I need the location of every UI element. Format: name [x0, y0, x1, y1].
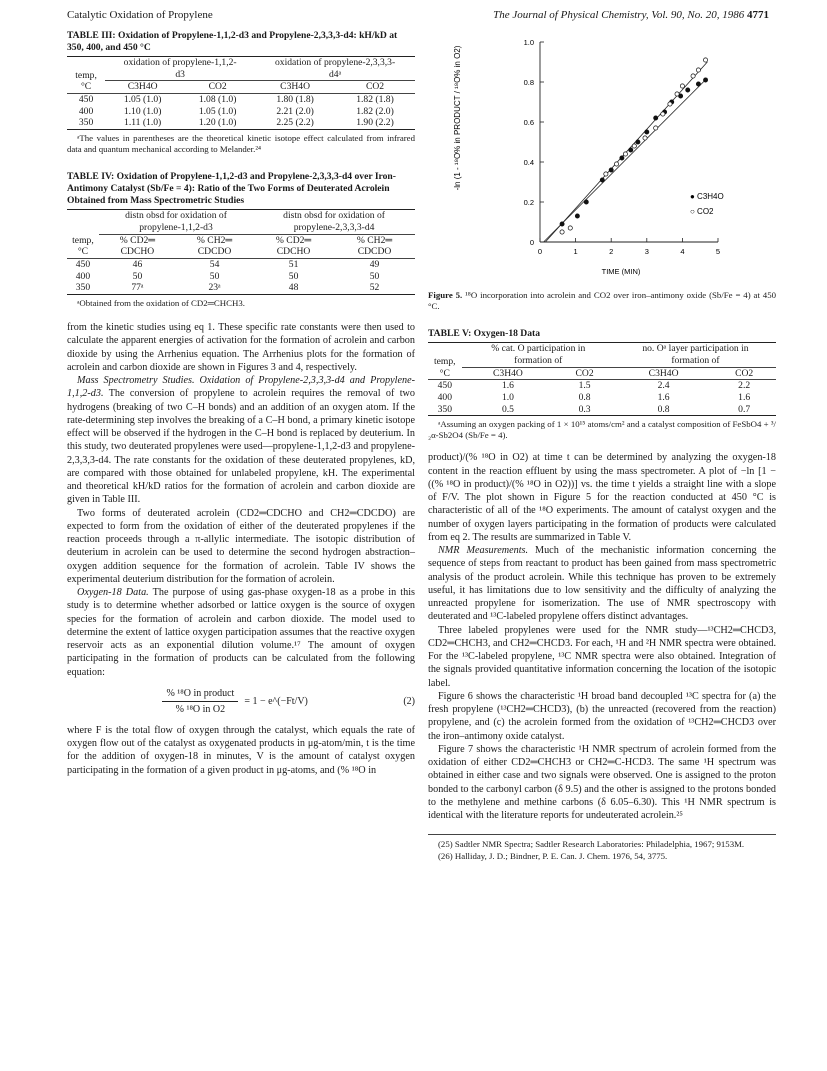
table-cell: 49: [369, 258, 380, 270]
table-cell: 2.25 (2.2): [255, 117, 335, 129]
table-v-group-2: no. Oᵃ layer participation in formation of: [615, 343, 776, 367]
table-iv-group-2: distn obsd for oxidation of propylene-2,3,3,3-d4: [253, 210, 415, 234]
table-cell: 450: [75, 258, 91, 270]
y-tick-label: 1.0: [523, 38, 534, 47]
table-row: [67, 117, 415, 129]
table-iv-grid: [67, 209, 415, 295]
table-cell: 450: [78, 94, 94, 106]
table-v-col-temp: temp, °C: [428, 343, 462, 380]
table-iii-title: TABLE III: Oxidation of Propylene-1,1,2-d3 and Propylene-2,3,3,3-d4: kH/kD at 350, 400, and 450 °C: [67, 30, 398, 53]
section-heading: Mass Spectrometry Studies. Oxidation of Propylene-2,3,3,3-d4 and Propylene-1,1,2-d3.: [67, 375, 415, 400]
data-point-co2: [696, 68, 700, 72]
table-iii-col: CO2: [335, 81, 415, 94]
table-cell: 2.21 (2.0): [276, 105, 314, 117]
table-cell: 450: [437, 380, 452, 392]
running-head-journal: [412, 8, 769, 22]
data-point-co2: [632, 144, 636, 148]
paragraph: [428, 544, 776, 624]
data-point-co2: [623, 152, 627, 156]
equation-rhs: = 1 − e^(−Ft/V): [244, 695, 308, 707]
fit-line: [544, 78, 708, 242]
data-point-c3h4o: [600, 178, 604, 182]
data-point-co2: [661, 112, 665, 116]
x-tick-label: 5: [715, 247, 721, 256]
x-tick-label: 4: [680, 247, 685, 256]
running-head-title: Catalytic Oxidation of Propylene: [67, 9, 213, 21]
table-iii-col: C3H4O: [255, 81, 335, 94]
y-tick-label: 0.4: [523, 158, 534, 167]
table-v-col: C3H4O: [462, 367, 555, 380]
table-iv-footnote: ᵃObtained from the oxidation of CD2═CHCH3.: [77, 298, 245, 309]
table-iv-col: % CD2═ CDCHO: [99, 234, 176, 258]
table-row: [428, 392, 776, 404]
table-cell: 0.5: [462, 404, 555, 416]
table-v: [428, 328, 776, 441]
table-v-grid: [428, 342, 776, 416]
table-row: [67, 106, 415, 118]
data-point-co2: [668, 102, 672, 106]
data-point-c3h4o: [654, 116, 658, 120]
right-column: [428, 26, 776, 863]
legend-c3h4o: ● C3H4O: [690, 192, 724, 201]
x-tick-label: 3: [644, 247, 649, 256]
paragraph: Two forms of deuterated acrolein (CD2═CDCHO and CH2═CDCDO) are expected to form from the oxidation of either of the deuterated propylenes if the reaction proceeds through a π-allylic intermediate. The isotopic distribution of deuterium in acrolein can be used to determine the second hydrogen abstraction–oxygen addition sequence for the formation of acrolein. Table IV shows the experimental deuterium distribution for the formation of acrolein.: [67, 507, 415, 585]
data-point-c3h4o: [620, 156, 624, 160]
paragraph: [67, 374, 415, 507]
figure-5: [428, 26, 776, 312]
table-cell: 50: [288, 270, 299, 282]
left-body-text: [67, 321, 415, 777]
data-point-c3h4o: [696, 82, 700, 86]
data-point-co2: [654, 126, 658, 130]
table-iv-title: TABLE IV: Oxidation of Propylene-1,1,2-d3 and Propylene-2,3,3,3-d4 over Iron-Antimony Catalyst (Sb/Fe = 4): Ratio of the Two Forms of Deuterated Acrolein Obtained from Mass Spectrometric Studies: [67, 171, 396, 207]
references: [428, 834, 776, 862]
caption-label: Figure 5.: [428, 290, 463, 301]
data-point-c3h4o: [560, 222, 564, 226]
chart-points: [560, 58, 708, 234]
table-iii-col-temp: temp, °C: [67, 56, 105, 93]
y-tick-label: 0.6: [523, 118, 534, 127]
x-tick-label: 1: [573, 247, 578, 256]
table-cell: 1.82 (2.0): [356, 105, 394, 117]
x-tick-label: 2: [609, 247, 614, 256]
equation-fraction: [162, 687, 238, 716]
data-point-c3h4o: [629, 148, 633, 152]
equation-2: [67, 687, 415, 716]
y-axis-label-part: -ln (1 - ¹⁸O% in PRODUCT / ¹⁸O% in O2): [453, 45, 462, 191]
table-row: [428, 380, 776, 392]
y-tick-label: 0.8: [523, 78, 534, 87]
legend-co2: ○ CO2: [690, 207, 714, 216]
table-cell: 0.3: [554, 404, 615, 416]
data-point-co2: [643, 136, 647, 140]
table-cell: 1.6: [501, 380, 514, 392]
data-point-c3h4o: [686, 88, 690, 92]
table-iv-col: % CH2═ CDCDO: [176, 234, 253, 258]
table-iv-col-temp: temp, °C: [67, 210, 99, 259]
table-cell: 48: [253, 282, 334, 294]
paragraph: Three labeled propylenes were used for the NMR study—¹³CH2═CHCD3, CD2═CHCH3, and CH2═CHCD3. For each, ¹H and ²H NMR spectra were obtained. For the ¹³C-labeled propylene, ¹³C NMR spectra were also obtained. Integration of the signals provided quantitative information concerning the location of the isotopic label.: [428, 624, 776, 689]
table-iii: [67, 30, 415, 155]
table-cell: 0.8: [615, 404, 712, 416]
data-point-c3h4o: [645, 130, 649, 134]
data-point-co2: [604, 172, 608, 176]
y-axis-label: [453, 45, 462, 190]
table-cell: 1.08 (1.0): [198, 94, 237, 106]
table-cell: 50: [369, 270, 380, 282]
table-cell: 1.20 (1.0): [180, 117, 255, 129]
paragraph-text: Much of the mechanistic information concerning the sequence of steps from reactant to product has been gained from mass spectrometric analysis of the product acrolein. While this technique has proven to be extremely useful, it has limitations due to low sensitivity and the difficulty of analyzing the unreacted propylene for isomerization. The use of NMR spectroscopy with deuterated and ¹³C-labeled propylene offers distinct advantages.: [428, 545, 776, 623]
paragraph: [67, 586, 415, 679]
table-row: [428, 404, 776, 416]
equation-number: (2): [403, 695, 416, 707]
table-cell: 50: [132, 270, 143, 282]
paragraph-text: The conversion of propylene to acrolein requires the removal of two hydrogens (breaking of two C–H bonds) and an addition of an oxygen atom. If the rate-determining step involves the breaking of a C–H bond, a primary kinetic isotope effect will be observed if the hydrogen in the C–H bond is replaced by deuterium. In this study, two deuterated propylenes were used—propylene-1,1,2-d3 and propylene-2,3,3,3-d4. The rate constants for the oxidation of these deuterated propylenes, kD, are compared with those obtained for unlabeled propylene, kH. The experimental and theoretical kH/kD ratios for the formation of acrolein and carbon dioxide are given in Table III.: [67, 388, 415, 506]
paragraph: where F is the total flow of oxygen through the catalyst, which equals the rate of oxygen flow out of the catalyst as oxygenated products in μg-atom/min, t is the time for the addition of oxygen-18 in minutes, V is the amount of catalyst oxygen participating in the formation of a given product in μg-atoms, and (% ¹⁸O in: [67, 724, 415, 776]
table-v-footnote: ᵃAssuming an oxygen packing of 1 × 10¹⁵ atoms/cm² and a catalyst composition of FeSbO4 + ³/₂α-Sb2O4 (Sb/Fe = 4).: [428, 419, 776, 441]
data-point-co2: [614, 162, 618, 166]
table-v-title: TABLE V: Oxygen-18 Data: [428, 328, 541, 340]
paragraph: product)/(% ¹⁸O in O2) at time t can be determined by analyzing the oxygen-18 content in the reaction effluent by using the mass spectrometer. A plot of −ln [1 − ((% ¹⁸O in product)/(% ¹⁸O in O2))] vs. the time t yields a straight line with a slope of F/V. The plot shown in Figure 5 for the reaction conducted at 450 °C is characteristic of all of the ¹⁸O experiments. The amount of catalyst oxygen and the number of oxygen layers participating in the formation of products were calculated from eq 2. The results are summarized in Table V.: [428, 452, 776, 543]
table-v-col: C3H4O: [615, 367, 712, 380]
table-cell: 46: [132, 258, 143, 270]
data-point-co2: [680, 84, 684, 88]
paragraph: Figure 7 shows the characteristic ¹H NMR spectrum of acrolein formed from the oxidation of either CD2═CHCH3 or CH2═C-HCD3. The same ¹H spectrum was obtained in either case and two signals were observed. One is assigned to the proton bonded to the carbonyl carbon (δ 9.5) and the other is assigned to the protons bonded to the methylene and methine carbons (δ 6.05–6.30). This ¹H NMR spectrum is identical with the literature reports for undeuterated acrolein.²⁵: [428, 743, 776, 822]
table-v-col: CO2: [554, 367, 615, 380]
table-row: [67, 258, 415, 270]
table-cell: 23ᵃ: [176, 282, 253, 294]
paragraph: from the kinetic studies using eq 1. These specific rate constants were then used to calculate the apparent energies of activation for the formation of acrolein and carbon dioxide by using the Arrhenius equation. The Arrhenius plots for the formation of acrolein and carbon dioxide are shown in Figures 3 and 4, respectively.: [67, 322, 415, 373]
reference-item: (26) Halliday, J. D.; Bindner, P. E. Can. J. Chem. 1976, 54, 3775.: [438, 851, 668, 862]
table-iii-col: CO2: [180, 81, 255, 94]
table-cell: 350: [428, 404, 462, 416]
section-heading: Oxygen-18 Data.: [77, 587, 149, 599]
data-point-co2: [691, 74, 695, 78]
table-cell: 1.05 (1.0): [198, 105, 237, 117]
table-cell: 52: [334, 282, 415, 294]
table-iii-group-2: oxidation of propylene-2,3,3,3-d4ᵃ: [255, 56, 415, 80]
table-cell: 77ᵃ: [99, 282, 176, 294]
table-v-group-1: % cat. O participation in formation of: [462, 343, 615, 367]
table-iii-grid: [67, 56, 415, 130]
right-body-text: [428, 451, 776, 822]
table-cell: 400: [437, 392, 452, 404]
table-cell: 1.82 (1.8): [356, 94, 394, 106]
page-number: 4771: [747, 9, 769, 21]
table-iv: [67, 171, 415, 309]
y-tick-label: 0: [529, 238, 534, 247]
table-iii-footnote: ᵃThe values in parentheses are the theoretical kinetic isotope effect calculated from infrared data and quantum mechanical according to Melander.²⁴: [67, 133, 415, 155]
paragraph: Figure 6 shows the characteristic ¹H broad band decoupled ¹³C spectra for (a) the fresh propylene (¹³CH2═CHCD3), (b) the unreacted (recovered from the reaction) propylene, and (c) the acrolein formed from the oxidation of ¹³CH2═CHCD3 over the iron–antimony oxide catalyst.: [428, 690, 776, 742]
table-iv-group-1: distn obsd for oxidation of propylene-1,1,2-d3: [99, 210, 253, 234]
table-cell: 1.11 (1.0): [105, 117, 180, 129]
table-cell: 1.6: [657, 392, 670, 404]
table-cell: 1.10 (1.0): [123, 105, 162, 117]
y-tick-label: 0.2: [523, 198, 534, 207]
table-cell: 2.4: [657, 380, 670, 392]
data-point-c3h4o: [575, 214, 579, 218]
table-cell: 1.05 (1.0): [123, 94, 162, 106]
x-tick-label: 0: [537, 247, 543, 256]
figure-5-caption: [428, 290, 776, 312]
table-cell: 350: [67, 282, 99, 294]
table-cell: 1.80 (1.8): [276, 94, 314, 106]
data-point-co2: [560, 230, 564, 234]
table-cell: 350: [67, 117, 105, 129]
table-cell: 0.7: [712, 404, 776, 416]
table-row: [67, 282, 415, 294]
x-axis-label: TIME (MIN): [601, 267, 641, 276]
figure-5-chart: [428, 26, 776, 284]
data-point-c3h4o: [636, 140, 640, 144]
table-cell: 1.0: [501, 392, 514, 404]
caption-text: ¹⁸O incorporation into acrolein and CO2 over iron–antimony oxide (Sb/Fe = 4) at 450 °C.: [428, 290, 776, 312]
table-cell: 1.6: [738, 392, 751, 404]
paragraph-text: The purpose of using gas-phase oxygen-18 as a probe in this study is to determine whether adsorbed or lattice oxygen is the source of oxygen species for the formation of acrolein and carbon dioxide. The model used to determine the extent of lattice oxygen participation assumes that the reactive oxygen reservoir acts as an exponential dilution volume.¹⁷ The amount of oxygen participating in the formation of products can be calculated from the following equation:: [67, 587, 415, 678]
table-iii-group-1: oxidation of propylene-1,1,2-d3: [105, 56, 255, 80]
table-iv-col: % CH2═ CDCDO: [334, 234, 415, 258]
data-point-co2: [703, 58, 707, 62]
journal-citation: The Journal of Physical Chemistry, Vol. 90, No. 20, 1986: [493, 9, 745, 21]
table-iii-col: C3H4O: [105, 81, 180, 94]
table-cell: 54: [209, 258, 220, 270]
data-point-c3h4o: [609, 168, 613, 172]
data-point-c3h4o: [584, 200, 588, 204]
table-cell: 1.90 (2.2): [335, 117, 415, 129]
left-column: [67, 26, 415, 777]
data-point-c3h4o: [703, 78, 707, 82]
table-row: [67, 94, 415, 106]
equation-numerator: % ¹⁸O in product: [162, 687, 238, 702]
table-cell: 400: [75, 270, 91, 282]
table-cell: 1.5: [578, 380, 591, 392]
table-v-col: CO2: [712, 367, 776, 380]
table-cell: 0.8: [578, 392, 591, 404]
table-row: [67, 271, 415, 283]
table-cell: 400: [78, 105, 94, 117]
reference-item: (25) Sadtler NMR Spectra; Sadtler Research Laboratories: Philadelphia, 1967; 9153M.: [438, 839, 745, 850]
equation-denominator: % ¹⁸O in O2: [175, 703, 226, 715]
table-cell: 2.2: [738, 380, 751, 392]
data-point-co2: [568, 226, 572, 230]
table-cell: 50: [209, 270, 220, 282]
table-iv-col: % CD2═ CDCHO: [253, 234, 334, 258]
chart-axes: [524, 38, 721, 256]
table-cell: 51: [288, 258, 299, 270]
section-heading: NMR Measurements.: [438, 545, 529, 557]
data-point-co2: [675, 92, 679, 96]
